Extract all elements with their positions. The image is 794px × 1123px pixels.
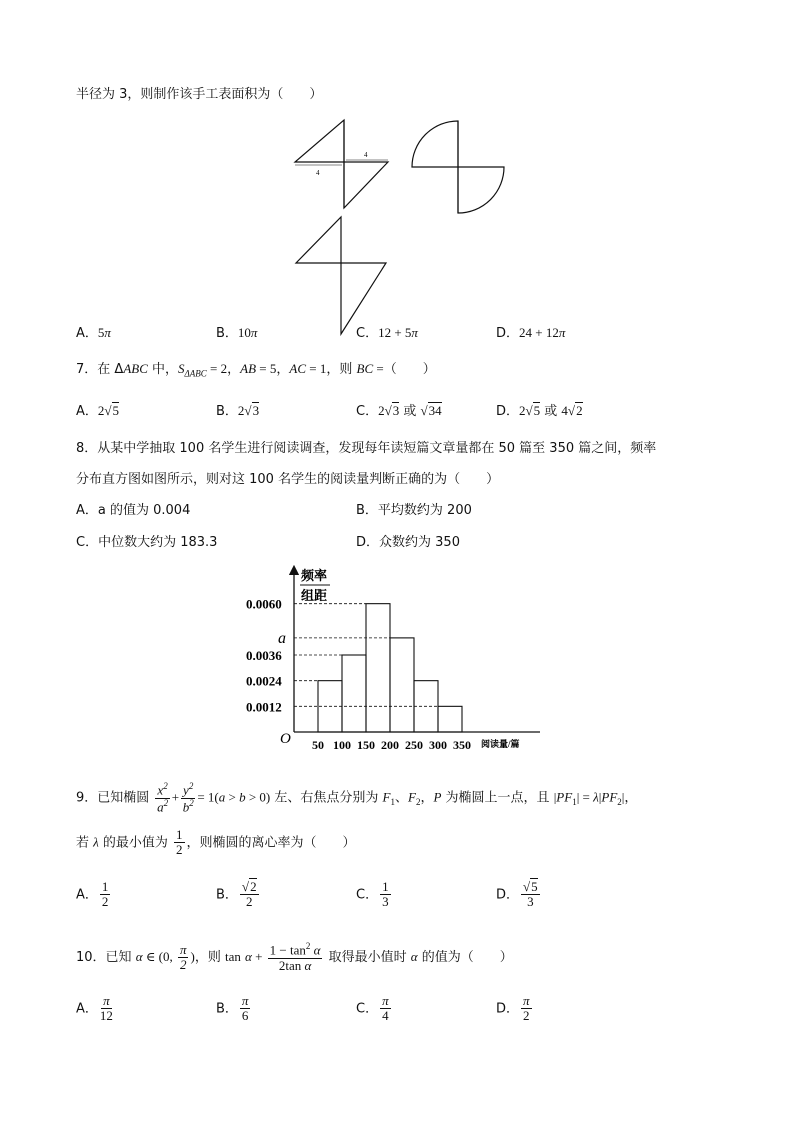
q7-stem: 7．在 ΔABC 中，$S_{\Delta ABC} = 2$，AB = 5，AC = 1，则 BC =（ ） <box>76 361 436 379</box>
x-tick-label: 200 <box>381 738 399 752</box>
histogram-bar <box>390 638 414 732</box>
q8-option-b[interactable]: B．平均数约为 200 <box>356 503 472 518</box>
y-label-bottom: 组距 <box>301 588 328 603</box>
y-tick-label: 0.0036 <box>246 648 282 663</box>
q7-option-d[interactable]: D．2√5 或 4√2 <box>496 403 583 419</box>
q9-stem-line2: 若 λ 的最小值为 $\frac{1}{2}$ ，则椭圆的离心率为（ ） <box>76 827 356 858</box>
q8-option-a[interactable]: A．a 的值为 0.004 <box>76 503 191 518</box>
x-tick-label: 350 <box>453 738 471 752</box>
q6-option-a[interactable]: A．5π <box>76 325 111 341</box>
q8-option-d[interactable]: D．众数约为 350 <box>356 535 460 550</box>
origin-label: O <box>280 731 291 747</box>
histogram-bar <box>366 604 390 732</box>
q6-option-c[interactable]: C．12 + 5π <box>356 325 418 341</box>
q10-option-b[interactable]: B． $\frac{\pi}{6}$ <box>216 993 249 1024</box>
q6-stem-end: 半径为 3，则制作该手工表面积为（ ） <box>76 87 323 102</box>
q6-side-view <box>405 115 515 215</box>
y-tick-label: 0.0012 <box>246 699 282 715</box>
q8-stem-line2: 分布直方图如图所示，则对这 100 名学生的阅读量判断正确的为（ ） <box>76 472 500 487</box>
x-tick-label: 100 <box>333 738 351 752</box>
y-label-top: 频率 <box>301 568 328 583</box>
q9-stem: 9．已知椭圆 $\frac{x^2}{a^2}$ + $\frac{y^2}{b^2}$ = 1(a > b > 0) 左、右焦点分别为 $F_1$、$F_2$，P 为椭圆上一点，且 $|PF_1| = \lambda|PF_2|$， <box>76 781 638 814</box>
q6-option-b[interactable]: B．10π <box>216 325 258 341</box>
q8-stem-line1: 8．从某中学抽取 100 名学生进行阅读调查，发现每年读短篇文章量都在 50 篇至 350 篇之间，频率 <box>76 441 657 456</box>
q8-option-c[interactable]: C．中位数大约为 183.3 <box>76 535 218 550</box>
x-tick-label: 300 <box>429 738 447 752</box>
histogram-bar <box>438 706 462 732</box>
q10-option-c[interactable]: C． $\frac{\pi}{4}$ <box>356 993 389 1024</box>
q9-option-b[interactable]: B． $\frac{√2}{2}$ <box>216 879 257 910</box>
dim-label-top: 4 <box>364 151 368 159</box>
y-tick-label: 0.0060 <box>246 596 282 612</box>
x-tick-label: 150 <box>357 738 375 752</box>
x-tick-label: 50 <box>312 738 324 752</box>
q10-stem: 10．已知 α ∈ (0, $\frac{\pi}{2}$ )，则 tan α + $\frac{1 - \tan^2 \alpha}{\text{2tan α}}$ 取得最小值时 α 的值为（ ） <box>76 941 513 973</box>
q9-option-a[interactable]: A． $\frac{1}{2}$ <box>76 879 109 910</box>
q7-option-c[interactable]: C．2√3 或 √34 <box>356 403 442 419</box>
y-tick-label: 0.0024 <box>246 673 282 689</box>
y-tick-label: a <box>278 629 286 647</box>
q7-option-b[interactable]: B．2√3 <box>216 403 260 419</box>
q10-option-a[interactable]: A． $\frac{\pi}{12}$ <box>76 993 113 1024</box>
q10-option-d[interactable]: D． $\frac{\pi}{2}$ <box>496 993 530 1024</box>
dim-label-bottom: 4 <box>316 169 320 177</box>
histogram-bar <box>342 655 366 732</box>
q6-option-d[interactable]: D．24 + 12π <box>496 325 566 341</box>
q7-option-a[interactable]: A．2√5 <box>76 403 120 419</box>
reading-histogram <box>240 560 570 755</box>
x-tick-label: 250 <box>405 738 423 752</box>
q9-option-c[interactable]: C． $\frac{1}{3}$ <box>356 879 389 910</box>
q9-option-d[interactable]: D． $\frac{√5}{3}$ <box>496 879 538 910</box>
x-axis-label: 阅读量/篇 <box>481 739 520 749</box>
